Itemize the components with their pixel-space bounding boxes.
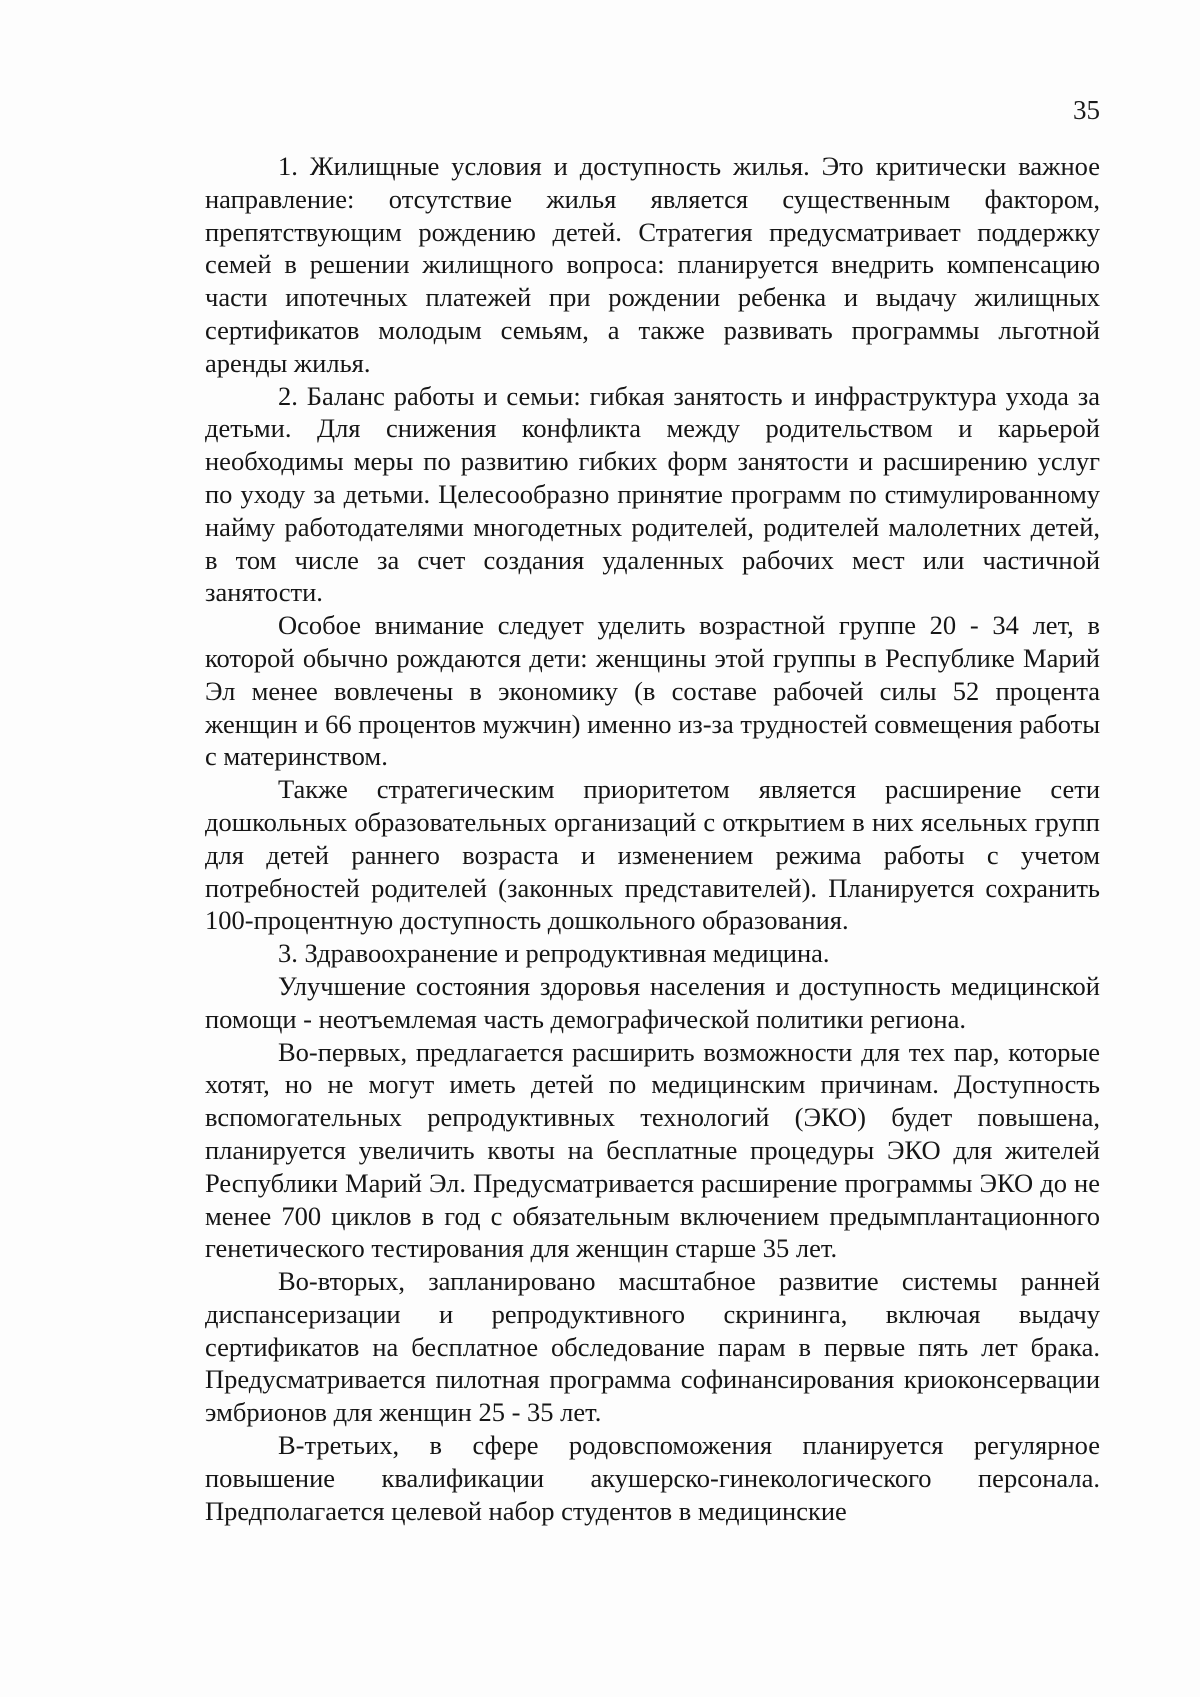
paragraph-healthcare-heading: 3. Здравоохранение и репродуктивная медицина. (278, 938, 830, 969)
paragraph-preschool: Также стратегическим приоритетом является расширение сети дошкольных образовательных организаций с открытием в них ясельных групп для детей раннего возраста и изменением режима работы с учетом потребностей родителей (законных представителей). Планируется сохранить 100-процентную доступность дошкольного образования. (205, 774, 1100, 936)
page-number: 35 (1073, 95, 1100, 125)
paragraph-age-group: Особое внимание следует уделить возрастной группе 20 - 34 лет, в которой обычно рождаются дети: женщины этой группы в Республике Марий Эл менее вовлечены в экономику (в составе рабочей силы 52 процента женщин и 66 процентов мужчин) именно из-за трудностей совмещения работы с материнством. (205, 610, 1100, 772)
paragraph-secondly-screening: Во-вторых, запланировано масштабное развитие системы ранней диспансеризации и репродуктивного скрининга, включая выдачу сертификатов на бесплатное обследование парам в первые пять лет брака. Предусматривается пилотная программа софинансирования криоконсервации эмбрионов для женщин 25 - 35 лет. (205, 1266, 1100, 1428)
paragraph-housing: 1. Жилищные условия и доступность жилья. Это критически важное направление: отсутствие жилья является существенным фактором, препятствующим рождению детей. Стратегия предусматривает поддержку семей в решении жилищного вопроса: планируется внедрить компенсацию части ипотечных платежей при рождении ребенка и выдачу жилищных сертификатов молодым семьям, а также развивать программы льготной аренды жилья. (205, 151, 1100, 378)
paragraph-work-family-balance: 2. Баланс работы и семьи: гибкая занятость и инфраструктура ухода за детьми. Для снижения конфликта между родительством и карьерой необходимы меры по развитию гибких форм занятости и расширению услуг по уходу за детьми. Целесообразно принятие программ по стимулированному найму работодателями многодетных родителей, родителей малолетних детей, в том числе за счет создания удаленных рабочих мест или частичной занятости. (205, 380, 1100, 608)
paragraph-healthcare-intro: Улучшение состояния здоровья населения и доступность медицинской помощи - неотъемлемая часть демографической политики региона. (205, 970, 1100, 1034)
paragraph-thirdly-obstetrics: В-третьих, в сфере родовспоможения планируется регулярное повышение квалификации акушерско-гинекологического персонала. Предполагается целевой набор студентов в медицинские (205, 1430, 1100, 1526)
paragraph-firstly-ivf: Во-первых, предлагается расширить возможности для тех пар, которые хотят, но не могут иметь детей по медицинским причинам. Доступность вспомогательных репродуктивных технологий (ЭКО) будет повышена, планируется увеличить квоты на бесплатные процедуры ЭКО для жителей Республики Марий Эл. Предусматривается расширение программы ЭКО до не менее 700 циклов в год с обязательным включением предымплантационного генетического тестирования для женщин старше 35 лет. (205, 1036, 1100, 1264)
document-body (205, 150, 1100, 1527)
